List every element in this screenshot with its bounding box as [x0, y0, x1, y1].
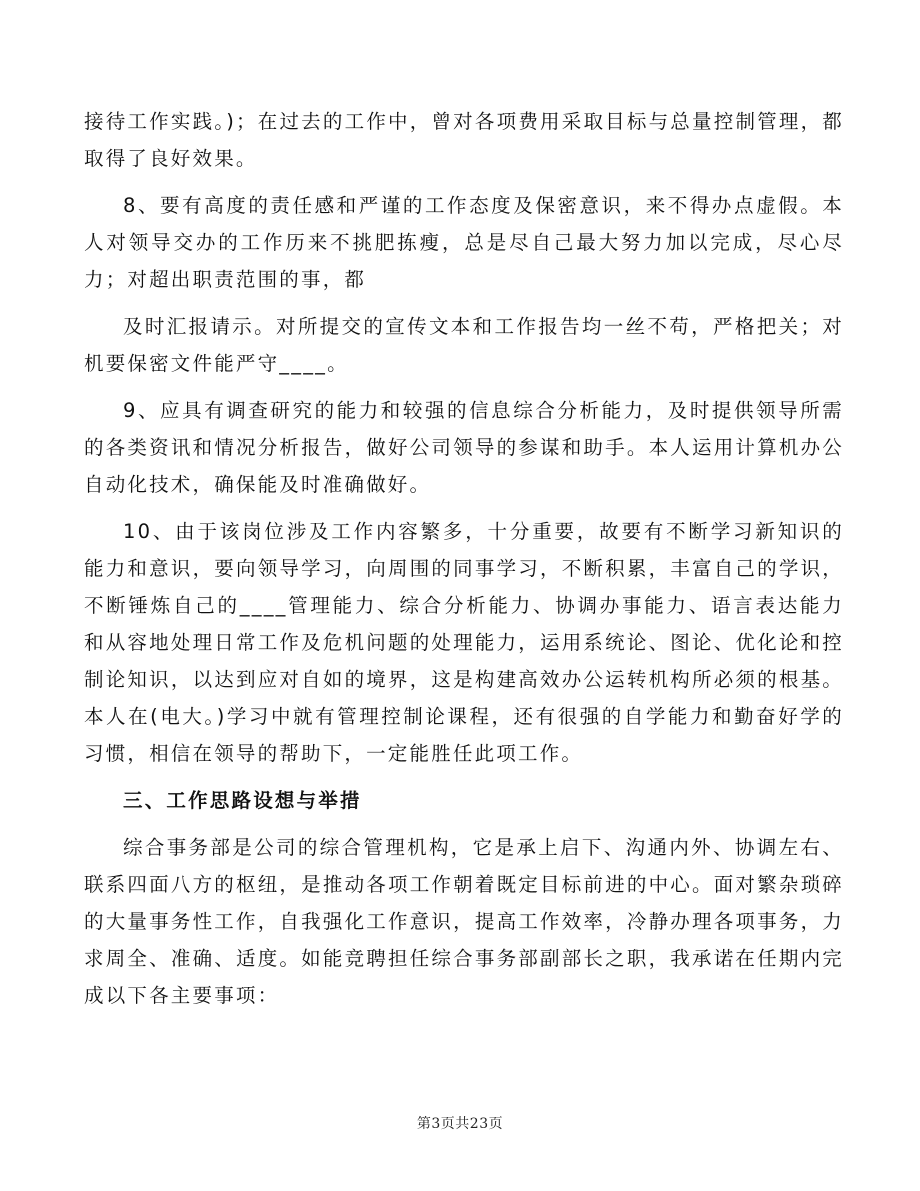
paragraph-item-9: 9、应具有调查研究的能力和较强的信息综合分析能力，及时提供领导所需的各类资讯和情况分析报告，做好公司领导的参谋和助手。本人运用计算机办公自动化技术，确保能及时准确做好。 [84, 399, 844, 496]
paragraph-item-10: 10、由于该岗位涉及工作内容繁多，十分重要，故要有不断学习新知识的能力和意识，要向领导学习，向周围的同事学习，不断积累，丰富自己的学识，不断锤炼自己的____管理能力、综合分析能力、协调办事能力、语言表达能力和从容地处理日常工作及危机问题的处理能力，运用系统论、图论、优化论和控制论知识，以达到应对自如的境界，这是构建高效办公运转机构所必须的根基。本人在(电大。)学习中就有管理控制论课程，还有很强的自学能力和勤奋好学的习惯，相信在领导的帮助下，一定能胜任此项工作。 [84, 520, 844, 765]
paragraph-continuation: 接待工作实践。)；在过去的工作中，曾对各项费用采取目标与总量控制管理，都取得了良好效果。 [84, 110, 844, 170]
section-heading-3: 三、工作思路设想与举措 [123, 789, 362, 812]
paragraph-item-8: 8、要有高度的责任感和严谨的工作态度及保密意识，来不得办点虚假。本人对领导交办的工作历来不挑肥拣瘦，总是尽自己最大努力加以完成，尽心尽力；对超出职责范围的事，都 [84, 194, 844, 291]
paragraph-item-8-continued: 及时汇报请示。对所提交的宣传文本和工作报告均一丝不苟，严格把关；对机要保密文件能严守____。 [84, 315, 844, 375]
page-number-footer: 第3页共23页 [416, 1116, 504, 1132]
paragraph-section-3-intro: 综合事务部是公司的综合管理机构，它是承上启下、沟通内外、协调左右、联系四面八方的枢纽，是推动各项工作朝着既定目标前进的中心。面对繁杂琐碎的大量事务性工作，自我强化工作意识，提高工作效率，冷静办理各项事务，力求周全、准确、适度。如能竞聘担任综合事务部副部长之职，我承诺在任期内完成以下各主要事项： [84, 836, 844, 1007]
document-body [84, 103, 844, 1014]
